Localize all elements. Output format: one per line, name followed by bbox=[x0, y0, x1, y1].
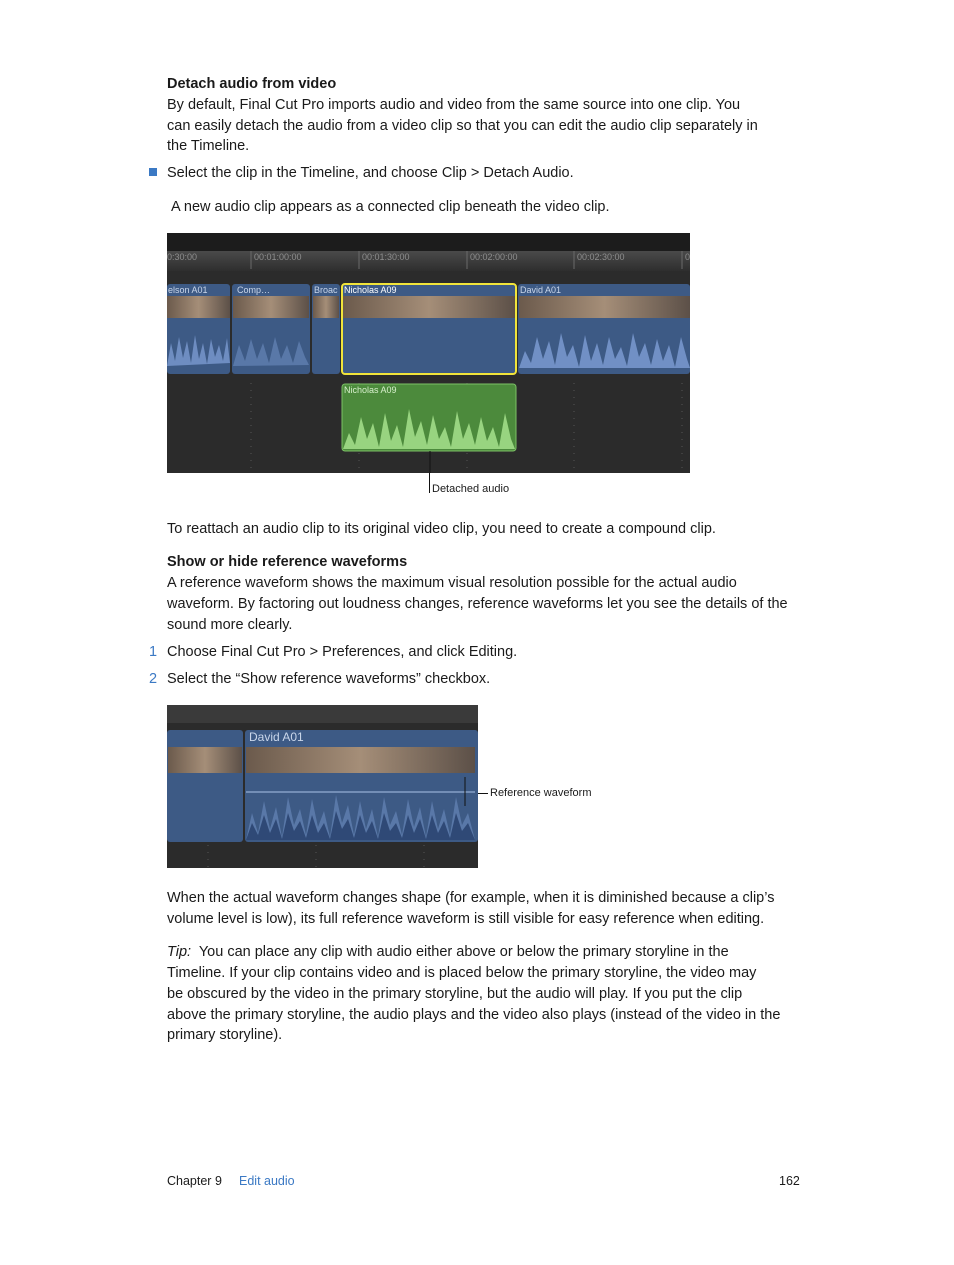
bullet-text: Select the clip in the Timeline, and choose Clip > Detach Audio. bbox=[167, 165, 574, 181]
timecode-label: 00:02:00:00 bbox=[470, 252, 518, 262]
timecode-label: 0 bbox=[685, 252, 690, 262]
callout-leader-line bbox=[478, 793, 488, 794]
clip-compound[interactable] bbox=[232, 284, 310, 374]
tip-first-line bbox=[167, 942, 797, 963]
tip-line: Timeline. If your clip contains video and is placed below the primary storyline, the video may bbox=[167, 965, 757, 981]
footer-chapter: Chapter 9 bbox=[167, 1174, 222, 1188]
clip-david[interactable] bbox=[518, 284, 690, 374]
footer-chapter-link[interactable]: Edit audio bbox=[239, 1174, 295, 1188]
tip-line: above the primary storyline, the audio plays and the video also plays (instead of the video in the bbox=[167, 1007, 781, 1023]
step-number: 2 bbox=[149, 671, 158, 687]
timecode-label: 00:01:30:00 bbox=[362, 252, 410, 262]
clip-david-reference[interactable] bbox=[245, 730, 478, 842]
paragraph-line: A reference waveform shows the maximum visual resolution possible for the actual audio bbox=[167, 575, 737, 591]
detached-audio-clip[interactable] bbox=[342, 384, 516, 451]
clip-label: David A01 bbox=[249, 730, 304, 744]
paragraph-line: waveform. By factoring out loudness changes, reference waveforms let you see the details of the bbox=[167, 596, 788, 612]
paragraph-line: the Timeline. bbox=[167, 138, 250, 154]
step-text: Select the “Show reference waveforms” checkbox. bbox=[167, 671, 491, 687]
timeline-figure-detached bbox=[167, 233, 690, 473]
section-heading-detach: Detach audio from video bbox=[167, 76, 337, 92]
paragraph-line: By default, Final Cut Pro imports audio and video from the same source into one clip. You bbox=[167, 97, 741, 113]
callout-reference-waveform: Reference waveform bbox=[490, 787, 592, 799]
clip-label: Comp… bbox=[237, 285, 271, 295]
callout-detached-audio: Detached audio bbox=[432, 483, 510, 495]
clip-label: David A01 bbox=[520, 285, 562, 295]
step-number: 1 bbox=[149, 644, 158, 660]
clip-label: Nicholas A09 bbox=[344, 385, 397, 395]
clip-nicholas-selected[interactable] bbox=[342, 284, 516, 374]
clip-label: Broac bbox=[314, 285, 338, 295]
timecode-label: 0:30:00 bbox=[167, 252, 198, 262]
tip-line: primary storyline). bbox=[167, 1027, 283, 1043]
tip-text: You can place any clip with audio either above or below the primary storyline in the bbox=[198, 944, 729, 960]
paragraph-line: When the actual waveform changes shape (for example, when it is diminished because a clip’s bbox=[167, 890, 775, 906]
tip-line: be obscured by the video in the primary storyline, but the audio will play. If you put the clip bbox=[167, 986, 743, 1002]
timecode-label: 00:01:00:00 bbox=[254, 252, 302, 262]
tip-label: Tip: bbox=[167, 944, 192, 960]
paragraph-line: can easily detach the audio from a video clip so that you can edit the audio clip separately in bbox=[167, 118, 758, 134]
clip-label: Nicholas A09 bbox=[344, 285, 397, 295]
clip-label: elson A01 bbox=[168, 285, 208, 295]
bullet-marker bbox=[149, 168, 157, 176]
paragraph-line: volume level is low), its full reference waveform is still visible for easy reference when editing. bbox=[167, 911, 765, 927]
step-text: Choose Final Cut Pro > Preferences, and click Editing. bbox=[167, 644, 518, 660]
page-number: 162 bbox=[779, 1174, 800, 1188]
clip-broadcast[interactable] bbox=[312, 284, 340, 374]
reattach-text: To reattach an audio clip to its original video clip, you need to create a compound clip. bbox=[167, 521, 716, 537]
timeline-figure-reference bbox=[167, 705, 478, 868]
paragraph-line: sound more clearly. bbox=[167, 617, 293, 633]
clip-elson[interactable] bbox=[167, 284, 230, 374]
clip-left[interactable] bbox=[167, 730, 243, 842]
result-text: A new audio clip appears as a connected clip beneath the video clip. bbox=[171, 199, 610, 215]
section-heading-reference: Show or hide reference waveforms bbox=[167, 554, 408, 570]
callout-leader-line bbox=[429, 473, 430, 493]
timecode-label: 00:02:30:00 bbox=[577, 252, 625, 262]
